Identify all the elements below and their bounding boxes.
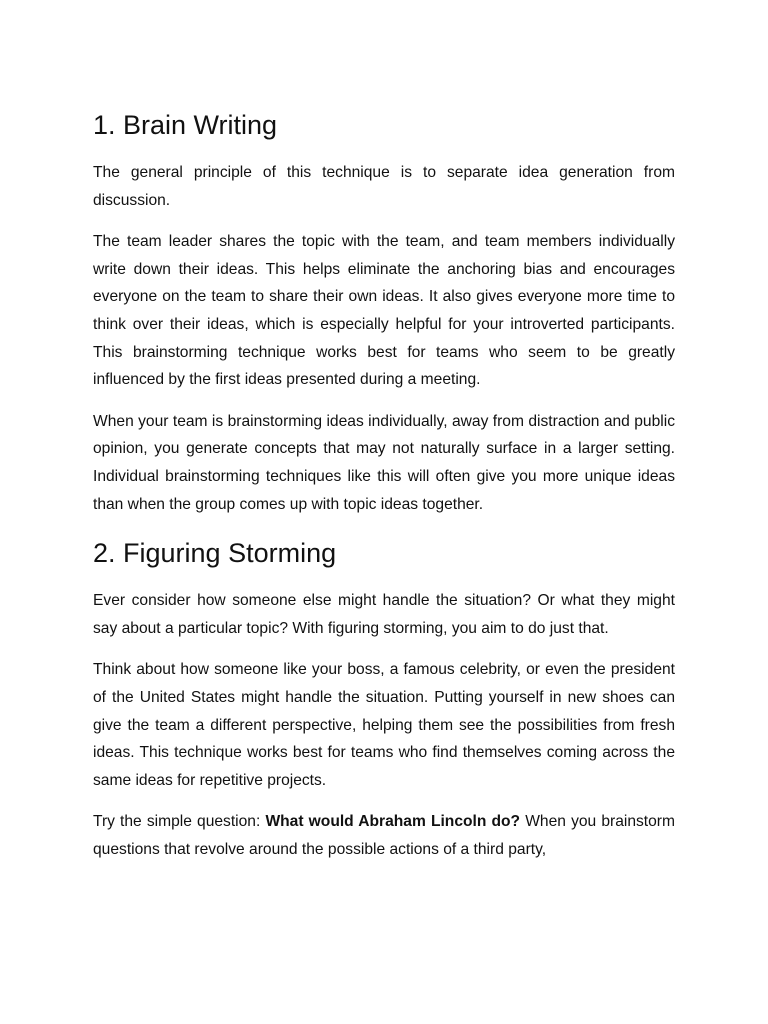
paragraph: [93, 808, 675, 863]
paragraph-tail: When you brainstorm questions that revolve around the possible actions of a third party,: [93, 813, 675, 858]
paragraph: The general principle of this technique is to separate idea generation from discussion.: [93, 164, 675, 209]
section-brain-writing: [93, 104, 675, 518]
paragraph: Ever consider how someone else might handle the situation? Or what they might say about a particular topic? With figuring storming, you aim to do just that.: [93, 592, 675, 637]
section-figuring-storming: [93, 532, 675, 863]
paragraph: When your team is brainstorming ideas individually, away from distraction and public opinion, you generate concepts that may not naturally surface in a larger setting. Individual brainstorming techniques like this will often give you more unique ideas than when the group comes up with topic ideas together.: [93, 412, 675, 513]
document-page: [93, 104, 675, 877]
section-heading: 1. Brain Writing: [93, 110, 278, 140]
paragraph: Think about how someone like your boss, a famous celebrity, or even the president of the United States might handle the situation. Putting yourself in new shoes can give the team a different perspective, helping them see the possibilities from fresh ideas. This technique works best for teams who find themselves coming across the same ideas for repetitive projects.: [93, 661, 675, 789]
paragraph: The team leader shares the topic with the team, and team members individually write down their ideas. This helps eliminate the anchoring bias and encourages everyone on the team to share their own ideas. It also gives everyone more time to think over their ideas, which is especially helpful for your introverted participants. This brainstorming technique works best for teams who seem to be greatly influenced by the first ideas presented during a meeting.: [93, 233, 675, 389]
section-heading: 2. Figuring Storming: [93, 538, 337, 569]
paragraph-lead: Try the simple question:: [93, 813, 266, 831]
bold-question: What would Abraham Lincoln do?: [265, 813, 521, 831]
